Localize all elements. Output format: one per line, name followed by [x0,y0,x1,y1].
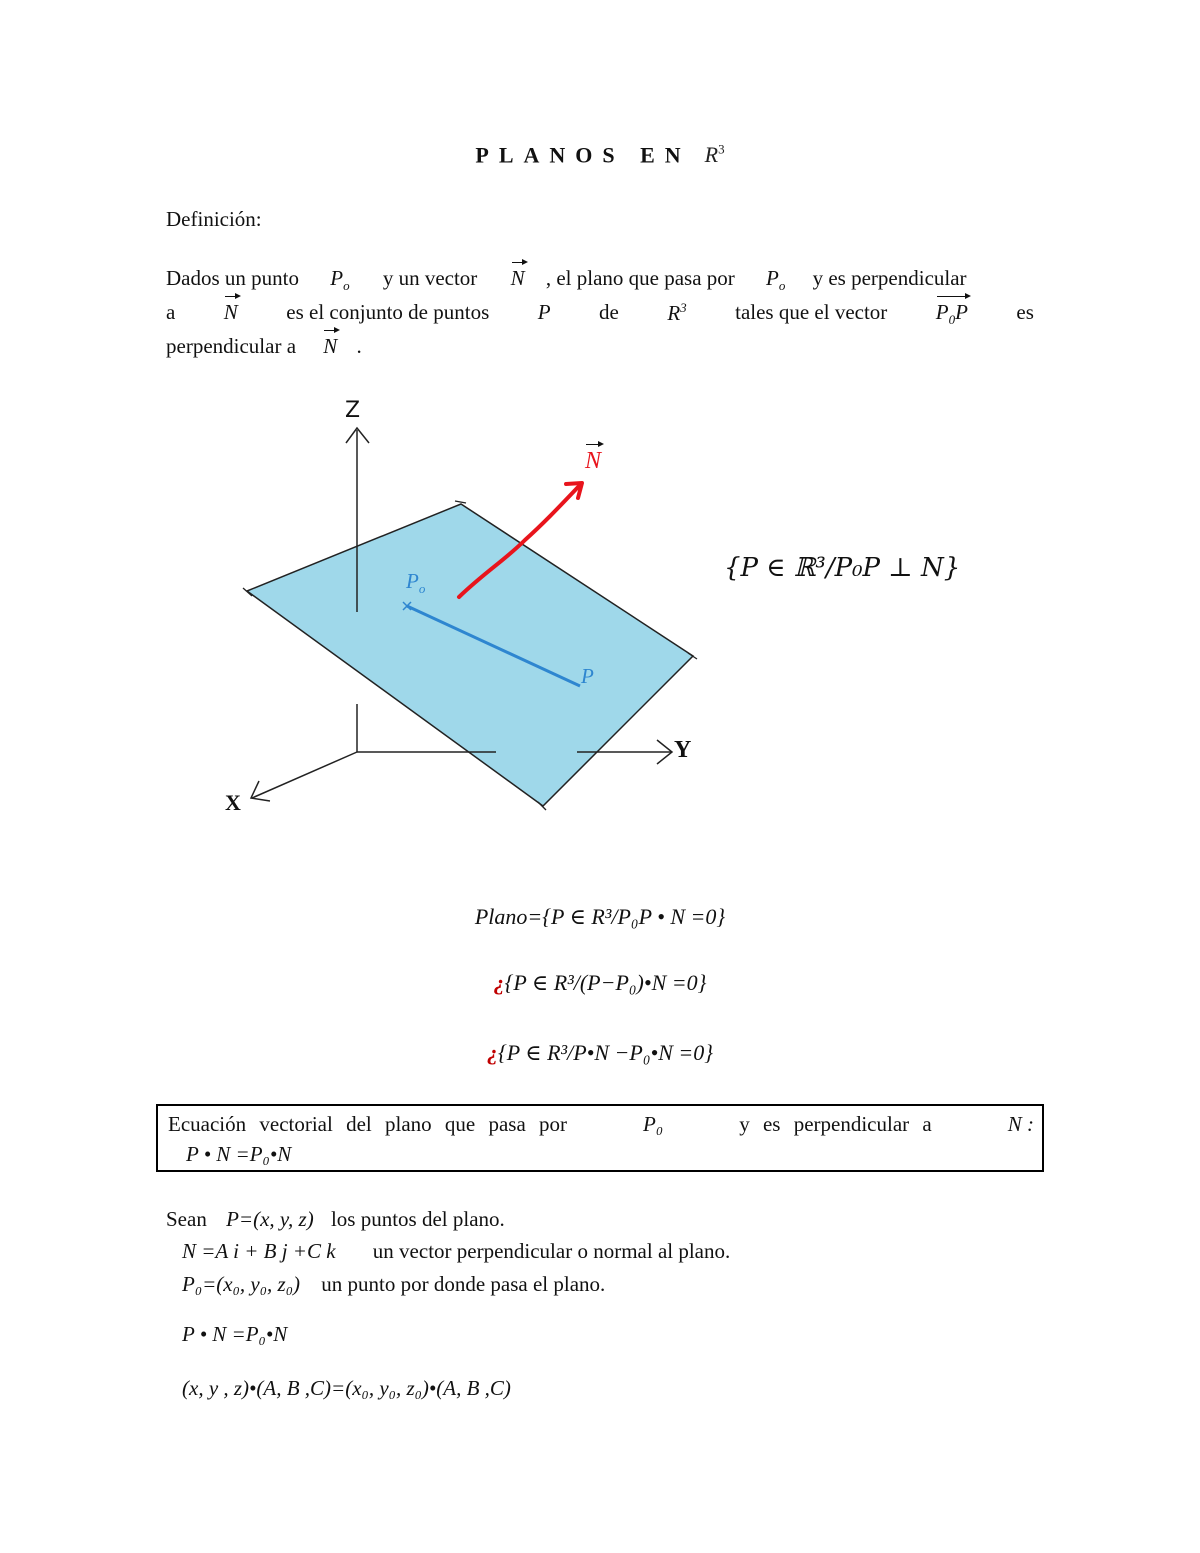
p0-sub: o [343,278,350,294]
p0-definition: P₀=(x₀, y₀, z₀) [182,1272,301,1296]
p0-fig-letter: P [406,569,419,593]
sean-line-1 [166,1207,505,1232]
eq2-body: {P ∈ R³/(P−P₀)•N =0} [504,970,707,995]
p-description: los puntos del plano. [330,1207,505,1231]
eq2-mark: ¿ [493,970,505,995]
vector-n: N [323,334,338,358]
dot-equation: P • N =P₀•N [182,1322,288,1346]
para-text: Dados un punto [166,266,299,290]
box-line-2: P • N =P₀•N [186,1142,292,1166]
box-text: y es perpendicular a [739,1112,932,1136]
p-definition: P=(x, y, z) [226,1207,314,1231]
para-text: es el conjunto de puntos [286,300,490,324]
plane-corner-tick [455,501,466,503]
sean-line-3 [182,1272,605,1297]
sean-line-2 [182,1239,730,1264]
equation-1: Plano={P ∈ R³/P₀P • N =0} [474,904,726,929]
para-text: . [356,334,362,358]
equation-2 [0,970,1200,996]
para-text: de [599,300,619,324]
title-space-exp: 3 [718,142,725,157]
para-text: perpendicular a [166,334,297,358]
set-notation: {P ∈ ℝ³/P₀P ⊥ N} [724,553,961,583]
n-description: un vector perpendicular o normal al plano. [372,1239,731,1263]
box-line-1 [168,1112,1034,1137]
normal-label: N [585,448,602,474]
box-p0: P₀ [643,1112,664,1136]
p0-fig-label [406,569,425,597]
sean-word: Sean [166,1207,207,1231]
para-text: es [1016,300,1034,324]
p0p-end: P [955,300,968,324]
eq3-mark: ¿ [486,1040,498,1065]
definition-heading: Definición: [166,207,262,231]
axis-x-label: X [225,790,241,815]
para-text: y es perpendicular [812,266,967,290]
para-text: tales que el vector [735,300,888,324]
vector-n: N [510,266,525,290]
p0-fig-sub: o [418,581,426,597]
equation-3 [0,1040,1200,1066]
p0p-sub: 0 [948,312,956,328]
para-text: , el plano que pasa por [545,266,735,290]
para-text: a [166,300,176,324]
n-definition: N =A i + B j +C k [182,1239,336,1263]
p-fig-label: P [581,664,594,688]
expanded-equation: (x, y , z)•(A, B ,C)=(x₀, y₀, z₀)•(A, B ,C) [182,1376,511,1400]
p0p-letter: P [935,300,949,324]
axis-y-label: Y [674,737,692,763]
plane-surface [247,504,693,806]
box-n: N : [1007,1112,1034,1136]
p0-letter: P [330,266,344,290]
p0-letter: P [766,266,779,290]
axis-z-label: Z [345,398,361,423]
vector-equation-box [156,1104,1044,1172]
r-letter: R [667,301,681,325]
box-text: Ecuación vectorial del plano que pasa por [168,1112,568,1136]
title-text: PLANOS EN [475,142,691,168]
point-p: P [537,300,551,324]
x-axis [252,752,357,798]
p0-description: un punto por donde pasa el plano. [321,1272,606,1296]
r-exp: 3 [680,300,687,315]
p0-sub: o [778,278,786,294]
title-space-letter: R [704,142,719,168]
eq3-body: {P ∈ R³/P•N −P₀•N =0} [497,1040,714,1065]
vector-n: N [224,300,238,328]
para-text: y un vector [382,266,478,290]
